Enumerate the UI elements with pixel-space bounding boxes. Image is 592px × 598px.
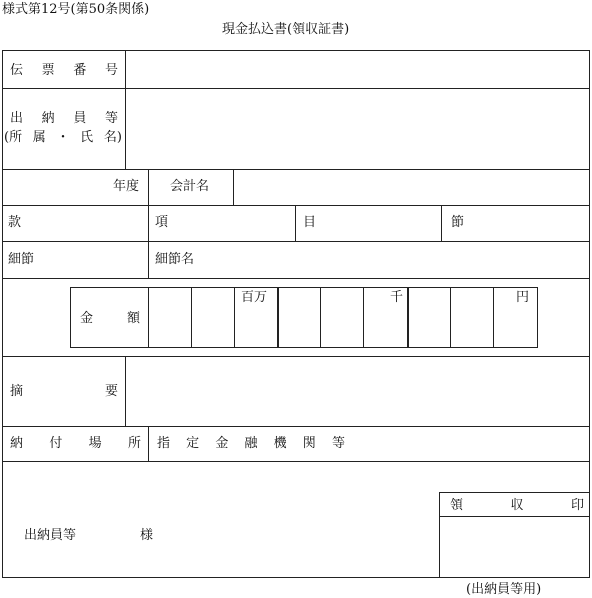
- denpyo-bango-label: [10, 63, 118, 78]
- col-divider: [441, 205, 442, 241]
- digit-divider: [191, 287, 192, 348]
- char: 金: [80, 311, 94, 326]
- char: 付: [49, 436, 63, 451]
- digit-divider-major: [407, 287, 409, 348]
- ryoshu-stamp-area[interactable]: [440, 517, 589, 577]
- tekiyo-field[interactable]: [126, 357, 589, 426]
- row-divider: [2, 205, 590, 206]
- sama-label: 様: [140, 528, 154, 543]
- char: 指: [157, 436, 171, 451]
- char: 金: [215, 436, 229, 451]
- row-divider: [2, 241, 590, 242]
- char: 所: [127, 436, 141, 451]
- col-divider: [148, 169, 149, 278]
- char: ・: [56, 130, 70, 145]
- footer-note: (出納員等用): [466, 582, 542, 597]
- kingaku-label: [80, 311, 140, 326]
- digit-divider: [234, 287, 235, 348]
- char: 額: [126, 311, 140, 326]
- char: 出: [10, 111, 24, 126]
- char: 関: [302, 436, 316, 451]
- kaikei-mei-field[interactable]: [234, 170, 589, 205]
- shitei-kinyu-label: [157, 436, 345, 451]
- row-divider: [2, 461, 590, 462]
- nendo-label: 年度: [113, 179, 140, 194]
- digit-sen-label: 千: [390, 290, 404, 305]
- char: 機: [273, 436, 287, 451]
- saisetsu-label: 細節: [8, 252, 35, 267]
- char: 領: [450, 498, 464, 513]
- char: 定: [186, 436, 200, 451]
- char: 納: [41, 111, 55, 126]
- saisetsu-mei-label: 細節名: [155, 252, 195, 267]
- suitoin-sama-label: 出納員等: [24, 528, 77, 543]
- char: 摘: [10, 384, 24, 399]
- digit-divider: [493, 287, 494, 348]
- char: 納: [10, 436, 24, 451]
- char: 融: [244, 436, 258, 451]
- char: 票: [41, 63, 55, 78]
- kou-label: 項: [155, 215, 169, 230]
- moku-label: 目: [303, 215, 317, 230]
- char: 員: [73, 111, 87, 126]
- digit-divider: [450, 287, 451, 348]
- kaikei-mei-label: 会計名: [170, 179, 210, 194]
- char: 名): [103, 130, 122, 145]
- char: 要: [104, 384, 118, 399]
- digit-en-label: 円: [516, 290, 530, 305]
- char: 号: [104, 63, 118, 78]
- char: 場: [88, 436, 102, 451]
- label-divider: [148, 426, 149, 461]
- char: 伝: [10, 63, 24, 78]
- char: 等: [104, 111, 118, 126]
- char: 等: [331, 436, 345, 451]
- tekiyo-label: [10, 384, 118, 399]
- ryoshu-box-top: [439, 492, 590, 493]
- digit-divider-major: [277, 287, 279, 348]
- digit-divider: [363, 287, 364, 348]
- row-divider: [2, 426, 590, 427]
- char: 収: [510, 498, 524, 513]
- digit-divider: [148, 287, 149, 348]
- nofu-basho-label: [10, 436, 141, 451]
- denpyo-bango-field[interactable]: [126, 51, 589, 88]
- char: (所: [4, 130, 23, 145]
- digit-hyakuman-label: 百万: [241, 290, 268, 305]
- kan-label: 款: [8, 215, 22, 230]
- suitoin-field[interactable]: [126, 89, 589, 169]
- form-title: 現金払込書(領収証書): [222, 22, 350, 37]
- form-number: 様式第12号(第50条関係): [2, 2, 150, 17]
- kingaku-grid: [70, 287, 538, 348]
- char: 氏: [80, 130, 94, 145]
- shozoku-shimei-label: [4, 130, 122, 145]
- char: 印: [570, 498, 584, 513]
- suitoin-label: [10, 111, 118, 126]
- ryoshu-in-label: [450, 498, 584, 513]
- digit-divider: [320, 287, 321, 348]
- row-divider: [2, 278, 590, 279]
- char: 属: [32, 130, 46, 145]
- col-divider: [295, 205, 296, 241]
- setsu-label: 節: [451, 215, 465, 230]
- char: 番: [73, 63, 87, 78]
